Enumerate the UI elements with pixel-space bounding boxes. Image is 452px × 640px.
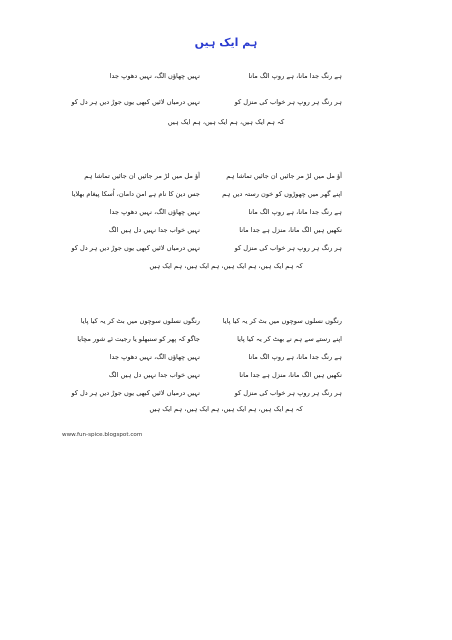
stanza-1-line-1-right: ہے رنگ جدا مانا، ہے روپ الگ مانا xyxy=(248,72,342,80)
stanza-3-line-4-left: نہیں خواب جدا نہیں دل ہیں الگ xyxy=(108,371,200,379)
stanza-3-line-1-right: رنگوں نسلوں سوچوں میں بٹ کر یہ کیا پایا xyxy=(222,317,342,325)
stanza-2-line-4-left: نہیں خواب جدا نہیں دل ہیں الگ xyxy=(108,226,200,234)
stanza-3-line-2-right: اپنے رستے سے ہم نے بھٹ کر یہ کیا پایا xyxy=(237,335,342,343)
stanza-2-line-5-right: ہر رنگ ہر روپ ہر خواب کی منزل کو xyxy=(234,244,342,252)
stanza-2-refrain: کہ ہم ایک ہیں، ہم ایک ہیں، ہم ایک ہیں، ہم ایک ہیں xyxy=(149,262,303,270)
footer-url: www.fun-spice.blogspot.com xyxy=(62,432,143,438)
stanza-3-refrain: کہ ہم ایک ہیں، ہم ایک ہیں، ہم ایک ہیں، ہم ایک ہیں xyxy=(149,405,303,413)
stanza-2-line-2-left: جس دین کا نام ہے امن دامان، اُسکا پیغام بھلایا xyxy=(71,190,200,198)
stanza-3-line-5-left: نہیں درمیاں لائیں کبھی یوں جوڑ دیں ہر دل کو xyxy=(71,389,200,397)
stanza-3-line-2-left: جاگو کہ پھر کو سنبھلو یا رجیت ئے شور مچایا xyxy=(77,335,200,343)
stanza-2-line-1-left: آؤ مل میں لڑ مر جائیں ان جائیں تماشا ہم xyxy=(84,172,200,180)
stanza-2-line-3-right: ہے رنگ جدا مانا، ہے روپ الگ مانا xyxy=(248,208,342,216)
stanza-3-line-1-left: رنگوں نسلوں سوچوں میں بٹ کر یہ کیا پایا xyxy=(80,317,200,325)
stanza-2-line-3-left: نہیں چھاؤں الگ، نہیں دھوپ جدا xyxy=(109,208,200,216)
stanza-3-line-3-right: ہے رنگ جدا مانا، ہے روپ الگ مانا xyxy=(248,353,342,361)
stanza-2-line-2-right: اپنے گھر میں چھوڑوں کو خون رستہ دیں ہم xyxy=(222,190,342,198)
stanza-1-line-2-right: ہر رنگ ہر روپ ہر خواب کی منزل کو xyxy=(234,98,342,106)
stanza-2-line-1-right: آؤ مل میں لڑ مر جائیں ان جائیں تماشا ہم xyxy=(226,172,342,180)
stanza-1-line-2-left: نہیں درمیاں لائیں کبھی یوں جوڑ دیں ہر دل کو xyxy=(71,98,200,106)
poem-title: ہم ایک ہیں xyxy=(194,36,258,49)
stanza-1-line-1-left: نہیں چھاؤں الگ، نہیں دھوپ جدا xyxy=(109,72,200,80)
stanza-3-line-5-right: ہر رنگ ہر روپ ہر خواب کی منزل کو xyxy=(234,389,342,397)
stanza-3-line-4-right: نکھیں ہیں الگ مانا، منزل ہے جدا مانا xyxy=(239,371,342,379)
stanza-2-line-5-left: نہیں درمیاں لائیں کبھی یوں جوڑ دیں ہر دل کو xyxy=(71,244,200,252)
stanza-1-refrain: کہ ہم ایک ہیں، ہم ایک ہیں، ہم ایک ہیں xyxy=(167,118,285,126)
stanza-3-line-3-left: نہیں چھاؤں الگ، نہیں دھوپ جدا xyxy=(109,353,200,361)
stanza-2-line-4-right: نکھیں ہیں الگ مانا، منزل ہے جدا مانا xyxy=(239,226,342,234)
